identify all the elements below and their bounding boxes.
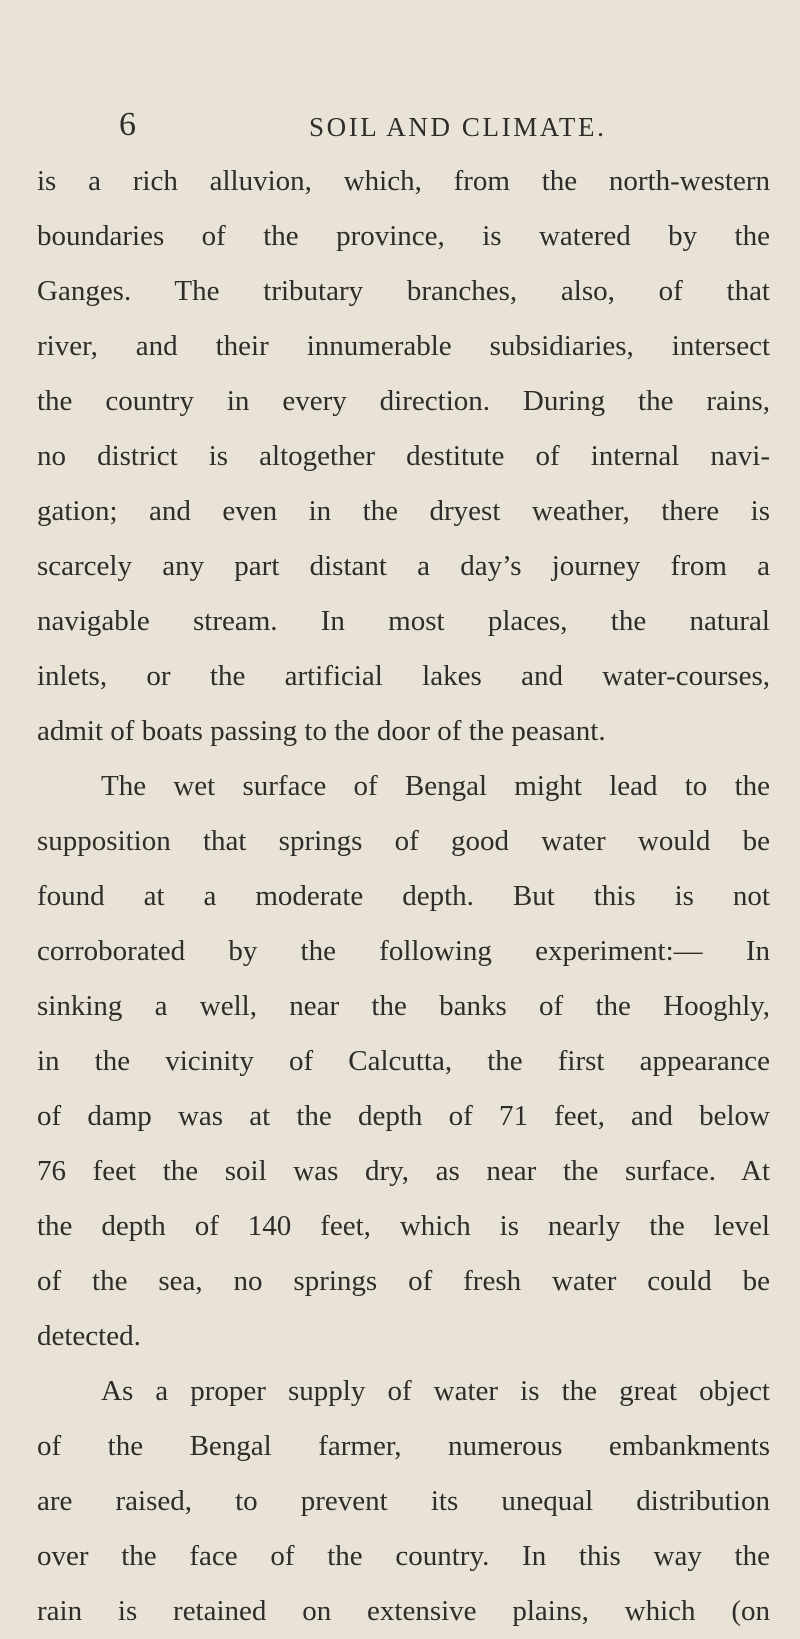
text-line: 76 feet the soil was dry, as near the surface. At xyxy=(37,1155,770,1187)
text-line: detected. xyxy=(37,1320,141,1352)
paragraph-start-line: As a proper supply of water is the great object xyxy=(101,1375,770,1407)
text-line: is a rich alluvion, which, from the north-western xyxy=(37,165,770,197)
text-line: are raised, to prevent its unequal distribution xyxy=(37,1485,770,1517)
text-line: boundaries of the province, is watered by the xyxy=(37,220,770,252)
text-line: of the sea, no springs of fresh water could be xyxy=(37,1265,770,1297)
text-line: gation; and even in the dryest weather, there is xyxy=(37,495,770,527)
text-line: of the Bengal farmer, numerous embankments xyxy=(37,1430,770,1462)
text-line: navigable stream. In most places, the natural xyxy=(37,605,770,637)
text-line: inlets, or the artificial lakes and water-courses, xyxy=(37,660,770,692)
text-line: in the vicinity of Calcutta, the first appearance xyxy=(37,1045,770,1077)
text-line: rain is retained on extensive plains, which (on xyxy=(37,1595,770,1627)
body-text xyxy=(37,154,770,1639)
text-line: scarcely any part distant a day’s journey from a xyxy=(37,550,770,582)
text-line: sinking a well, near the banks of the Hooghly, xyxy=(37,990,770,1022)
text-line: the depth of 140 feet, which is nearly the level xyxy=(37,1210,770,1242)
text-line: over the face of the country. In this way the xyxy=(37,1540,770,1572)
text-line: no district is altogether destitute of internal navi- xyxy=(37,440,770,472)
running-head xyxy=(37,105,770,145)
text-line: admit of boats passing to the door of the peasant. xyxy=(37,715,606,747)
text-line: of damp was at the depth of 71 feet, and below xyxy=(37,1100,770,1132)
text-line: the country in every direction. During the rains, xyxy=(37,385,770,417)
text-line: corroborated by the following experiment:— In xyxy=(37,935,770,967)
text-line: supposition that springs of good water would be xyxy=(37,825,770,857)
text-line: river, and their innumerable subsidiaries, intersect xyxy=(37,330,770,362)
text-line: Ganges. The tributary branches, also, of that xyxy=(37,275,770,307)
paragraph-start-line: The wet surface of Bengal might lead to the xyxy=(101,770,770,802)
text-line: found at a moderate depth. But this is not xyxy=(37,880,770,912)
page-number: 6 xyxy=(119,106,136,143)
running-title: SOIL AND CLIMATE. xyxy=(309,112,607,142)
